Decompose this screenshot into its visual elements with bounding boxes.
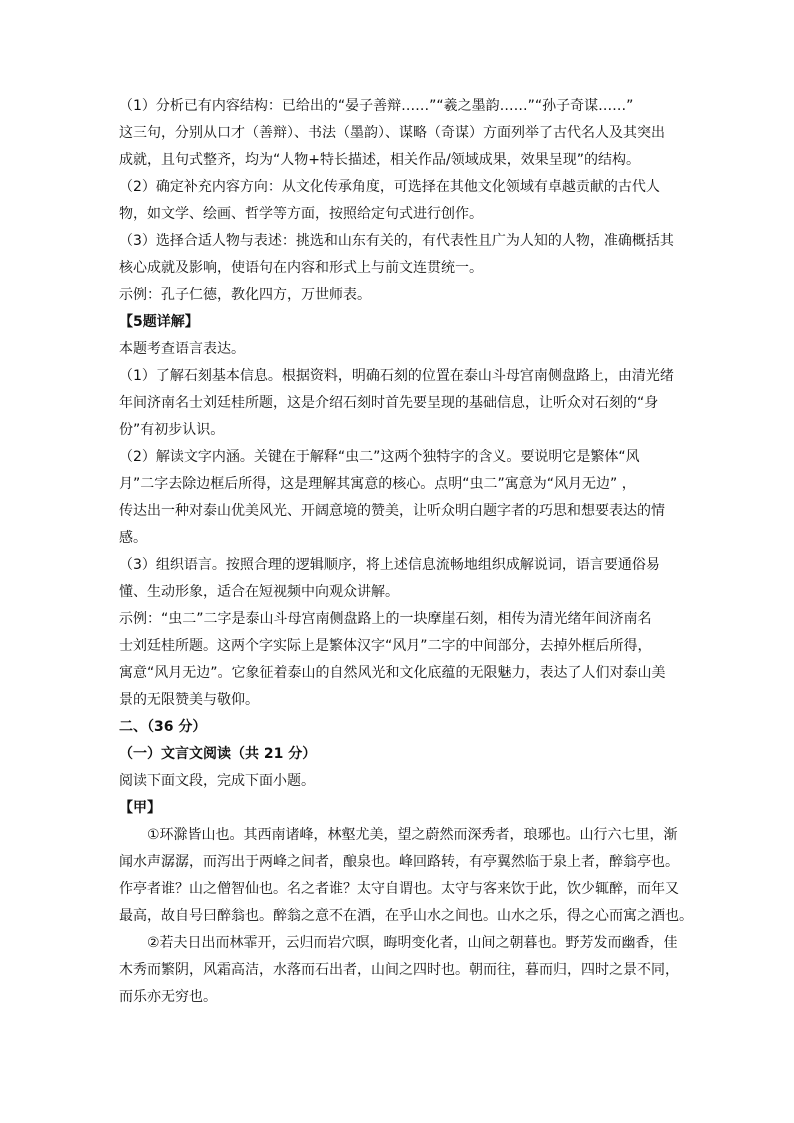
passage-label: 【甲】	[119, 800, 161, 816]
passage-line: 作亭者谁？山之僧智仙也。名之者谁？太守自谓也。太守与客来饮于此，饮少辄醉，而年又	[119, 881, 679, 897]
text-line: 物，如文学、绘画、哲学等方面，按照给定句式进行创作。	[119, 206, 483, 222]
example-line: 示例：“虫二”二字是泰山斗母宫南侧盘路上的一块摩崖石刻，相传为清光绪年间济南名	[119, 611, 652, 627]
text-line: （3）选择合适人物与表述：挑选和山东有关的，有代表性且广为人知的人物，准确概括其	[119, 233, 674, 249]
text-line: 感。	[119, 530, 147, 546]
text-line: （1）分析已有内容结构：已给出的“晏子善辩……”“羲之墨韵……”“孙子奇谋……”	[119, 98, 634, 114]
text-line: （3）组织语言。按照合理的逻辑顺序，将上述信息流畅地组织成解说词，语言要通俗易	[119, 557, 660, 573]
text-line: 景的无限赞美与敬仰。	[119, 692, 259, 708]
example-line: 示例：孔子仁德，教化四方，万世师表。	[119, 287, 371, 303]
passage-line: ②若夫日出而林霏开，云归而岩穴暝，晦明变化者，山间之朝暮也。野芳发而幽香，佳	[147, 935, 678, 951]
section-heading: 【5题详解】	[119, 314, 199, 330]
text-line: 年间济南名士刘廷桂所题，这是介绍石刻时首先要呈现的基础信息，让听众对石刻的“身	[119, 395, 659, 411]
text-line: （1）了解石刻基本信息。根据资料，明确石刻的位置在泰山斗母宫南侧盘路上，由清光绪	[119, 368, 674, 384]
part-heading: 二、（36 分）	[119, 719, 207, 735]
subsection-heading: （一）文言文阅读（共 21 分）	[119, 746, 317, 762]
text-line: 士刘廷桂所题。这两个字实际上是繁体汉字“风月”二字的中间部分，去掉外框后所得，	[119, 638, 652, 654]
text-line: 份”有初步认识。	[119, 422, 225, 438]
text-line: （2）确定补充内容方向：从文化传承角度，可选择在其他文化领域有卓越贡献的古代人	[119, 179, 660, 195]
text-line: 本题考查语言表达。	[119, 341, 245, 357]
text-line: 这三句，分别从口才（善辩）、书法（墨韵）、谋略（奇谋）方面列举了古代名人及其突出	[119, 125, 665, 141]
text-line: 寓意“风月无边”。它象征着泰山的自然风光和文化底蕴的无限魅力，表达了人们对泰山美	[119, 665, 666, 681]
passage-line: 最高，故自号曰醉翁也。醉翁之意不在酒，在乎山水之间也。山水之乐，得之心而寓之酒也。	[119, 908, 693, 924]
text-line: （2）解读文字内涵。关键在于解释“虫二”这两个独特字的含义。要说明它是繁体“风	[119, 449, 640, 465]
passage-line: 木秀而繁阴，风霜高洁，水落而石出者，山间之四时也。朝而往，暮而归，四时之景不同，	[119, 962, 679, 978]
text-line: 成就，且句式整齐，均为“人物+特长描述，相关作品/领域成果，效果呈现”的结构。	[119, 152, 640, 168]
text-line: 懂、生动形象，适合在短视频中向观众讲解。	[119, 584, 399, 600]
text-line: 核心成就及影响，使语句在内容和形式上与前文连贯统一。	[119, 260, 483, 276]
passage-line: ①环滁皆山也。其西南诸峰，林壑尤美，望之蔚然而深秀者，琅琊也。山行六七里，渐	[147, 827, 678, 843]
text-line: 月”二字去除边框后所得，这是理解其寓意的核心。点明“虫二”寓意为“风月无边” ，	[119, 476, 636, 492]
passage-line: 闻水声潺潺，而泻出于两峰之间者，酿泉也。峰回路转，有亭翼然临于泉上者，醉翁亭也。	[119, 854, 679, 870]
instruction-text: 阅读下面文段，完成下面小题。	[119, 773, 315, 789]
text-line: 传达出一种对泰山优美风光、开阔意境的赞美，让听众明白题字者的巧思和想要表达的情	[119, 503, 665, 519]
passage-line: 而乐亦无穷也。	[119, 989, 217, 1005]
